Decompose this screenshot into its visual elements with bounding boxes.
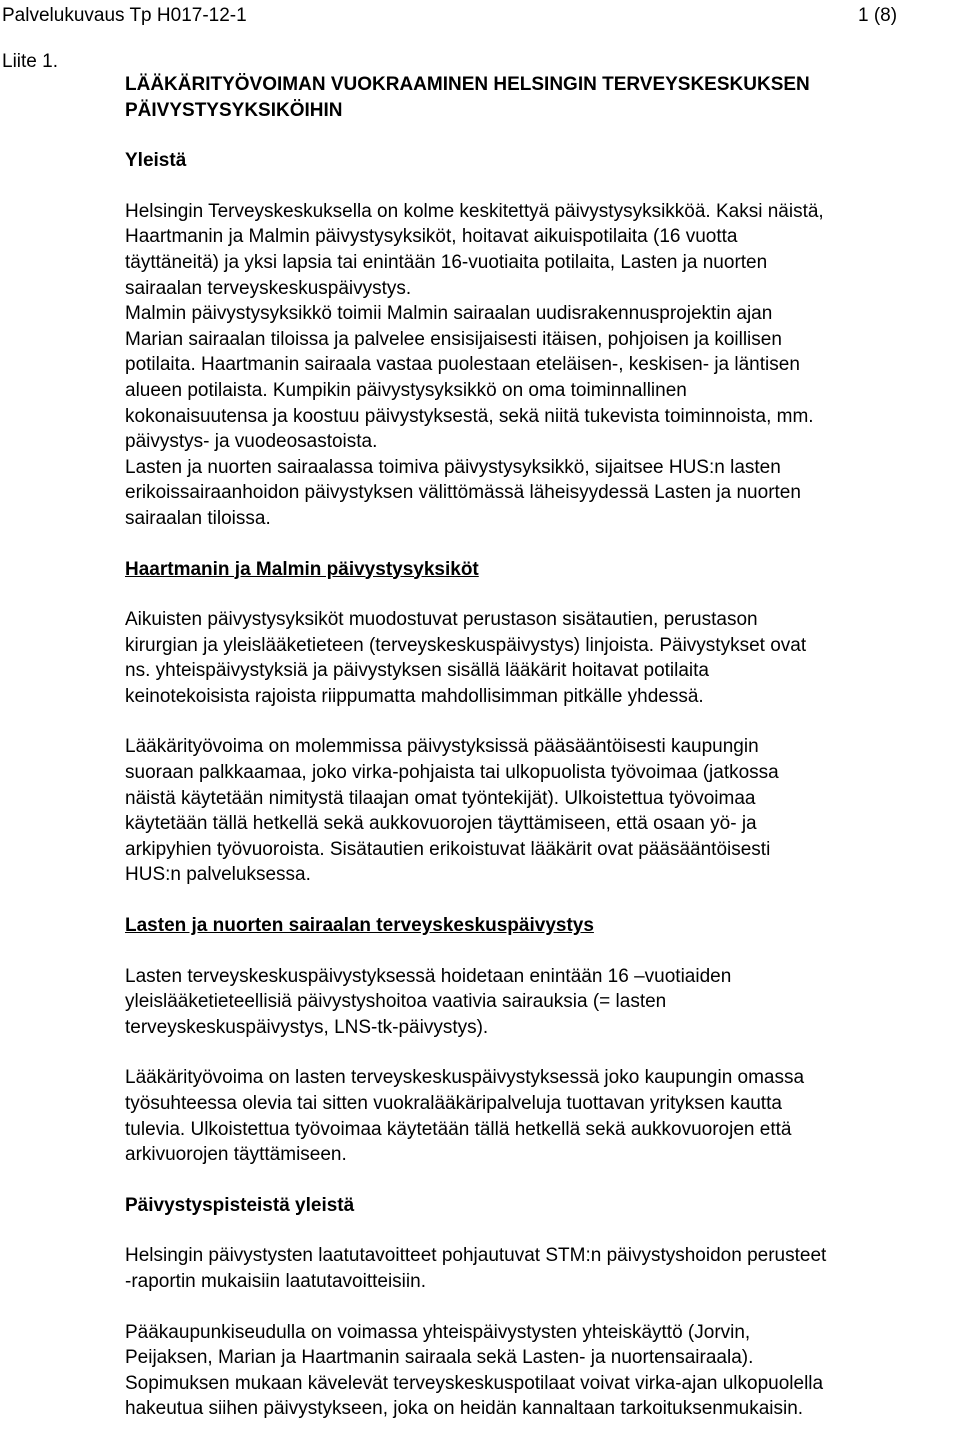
document-title-line: LÄÄKÄRITYÖVOIMAN VUOKRAAMINEN HELSINGIN TERVEYSKESKUKSEN <box>125 74 810 95</box>
text-line: työsuhteessa olevia tai sitten vuokralääkäripalveluja tuottavan yrityksen kautta <box>125 1093 782 1114</box>
text-line: kirurgian ja yleislääketieteen (terveyskeskuspäivystys) linjoista. Päivystykset ovat <box>125 634 807 656</box>
document-title <box>125 72 960 123</box>
text-line: tulevia. Ulkoistettua työvoimaa käytetään tällä hetkellä sekä aukkovuorojen että <box>125 1118 792 1140</box>
document-title-line: PÄIVYSTYSYKSIKÖIHIN <box>125 99 343 121</box>
text-line: Marian sairaalan tiloissa ja palvelee ensisijaisesti itäisen, pohjoisen ja koillisen <box>125 328 782 350</box>
appendix-label: Liite 1. <box>2 51 58 72</box>
text-line: näistä käytetään nimitystä tilaajan omat työntekijät). Ulkoistettua työvoimaa <box>125 787 756 809</box>
text-line: yleislääketieteellisiä päivystyshoitoa vaativia sairauksia (= lasten <box>125 991 667 1013</box>
text-line: erikoissairaanhoidon päivystyksen välittömässä läheisyydessä Lasten ja nuorten <box>125 482 801 504</box>
text-line: kokonaisuutensa ja koostuu päivystyksestä, sekä niitä tukevista toiminnoista, mm. <box>125 405 814 427</box>
text-line: Pääkaupunkiseudulla on voimassa yhteispäivystysten yhteiskäyttö (Jorvin, <box>125 1321 751 1343</box>
section-heading-haartman-malmi: Haartmanin ja Malmin päivystysyksiköt <box>125 558 479 580</box>
text-line: hakeutua siihen päivystykseen, joka on heidän kannaltaan tarkoituksenmukaisin. <box>125 1398 804 1420</box>
text-line: Sopimuksen mukaan kävelevät terveyskeskuspotilaat voivat virka-ajan ulkopuolella <box>125 1372 824 1394</box>
text-line: sairaalan tiloissa. <box>125 507 271 529</box>
text-line: päivystys- ja vuodeosastoista. <box>125 431 378 453</box>
text-line: ns. yhteispäivystyksiä ja päivystyksen sisällä lääkärit hoitavat potilaita <box>125 660 709 682</box>
section-heading-general: Yleistä <box>125 150 187 172</box>
text-line: alueen potilaista. Kumpikin päivystysyksikkö on oma toiminnallinen <box>125 379 687 401</box>
text-line: Lääkärityövoima on lasten terveyskeskuspäivystyksessä joko kaupungin omassa <box>125 1067 805 1089</box>
paragraph <box>125 1243 960 1294</box>
text-line: Lasten ja nuorten sairaalassa toimiva päivystysyksikkö, sijaitsee HUS:n lasten <box>125 456 781 478</box>
text-line: potilaita. Haartmanin sairaala vastaa puolestaan eteläisen-, keskisen- ja läntisen <box>125 354 800 376</box>
paragraph <box>125 1320 960 1422</box>
text-line: -raportin mukaisiin laatutavoitteisiin. <box>125 1270 426 1292</box>
text-line: Helsingin Terveyskeskuksella on kolme keskitettyä päivystysyksikköä. Kaksi näistä, <box>125 200 824 222</box>
section-heading-emergency-points: Päivystyspisteistä yleistä <box>125 1194 355 1216</box>
text-line: Haartmanin ja Malmin päivystysyksiköt, hoitavat aikuispotilaita (16 vuotta <box>125 226 738 248</box>
text-line: täyttäneitä) ja yksi lapsia tai enintään 16-vuotiaita potilaita, Lasten ja nuorten <box>125 251 768 273</box>
text-line: arkivuorojen täyttämiseen. <box>125 1144 347 1166</box>
text-line: sairaalan terveyskeskuspäivystys. <box>125 277 412 299</box>
document-body <box>125 72 960 1422</box>
section-heading-children-youth: Lasten ja nuorten sairaalan terveyskeskuspäivystys <box>125 915 594 937</box>
text-line: Helsingin päivystysten laatutavoitteet pohjautuvat STM:n päivystyshoidon perusteet <box>125 1245 827 1267</box>
text-line: Aikuisten päivystysyksiköt muodostuvat perustason sisätautien, perustason <box>125 609 758 631</box>
page-number: 1 (8) <box>858 5 898 26</box>
text-line: Peijaksen, Marian ja Haartmanin sairaala sekä Lasten- ja nuortensairaala). <box>125 1347 754 1369</box>
document-header-reference: Palvelukuvaus Tp H017-12-1 <box>2 5 247 26</box>
paragraph <box>125 734 960 888</box>
text-line: Lasten terveyskeskuspäivystyksessä hoidetaan enintään 16 –vuotiaiden <box>125 965 732 987</box>
text-line: keinotekoisista rajoista riippumatta mahdollisimman pitkälle yhdessä. <box>125 685 704 707</box>
text-line: arkipyhien työvuoroista. Sisätautien erikoistuvat lääkärit ovat pääsääntöisesti <box>125 838 771 860</box>
text-line: käytetään tällä hetkellä sekä aukkovuorojen täyttämiseen, että osaan yö- ja <box>125 813 757 835</box>
text-line: HUS:n palveluksessa. <box>125 864 311 886</box>
text-line: Lääkärityövoima on molemmissa päivystyksissä pääsääntöisesti kaupungin <box>125 736 759 758</box>
text-line: Malmin päivystysyksikkö toimii Malmin sairaalan uudisrakennusprojektin ajan <box>125 303 773 325</box>
paragraph <box>125 1065 960 1167</box>
text-line: suoraan palkkaamaa, joko virka-pohjaista tai ulkopuolista työvoimaa (jatkossa <box>125 762 779 784</box>
paragraph <box>125 199 960 532</box>
text-line: terveyskeskuspäivystys, LNS-tk-päivystys). <box>125 1016 489 1038</box>
paragraph <box>125 964 960 1041</box>
paragraph <box>125 607 960 709</box>
